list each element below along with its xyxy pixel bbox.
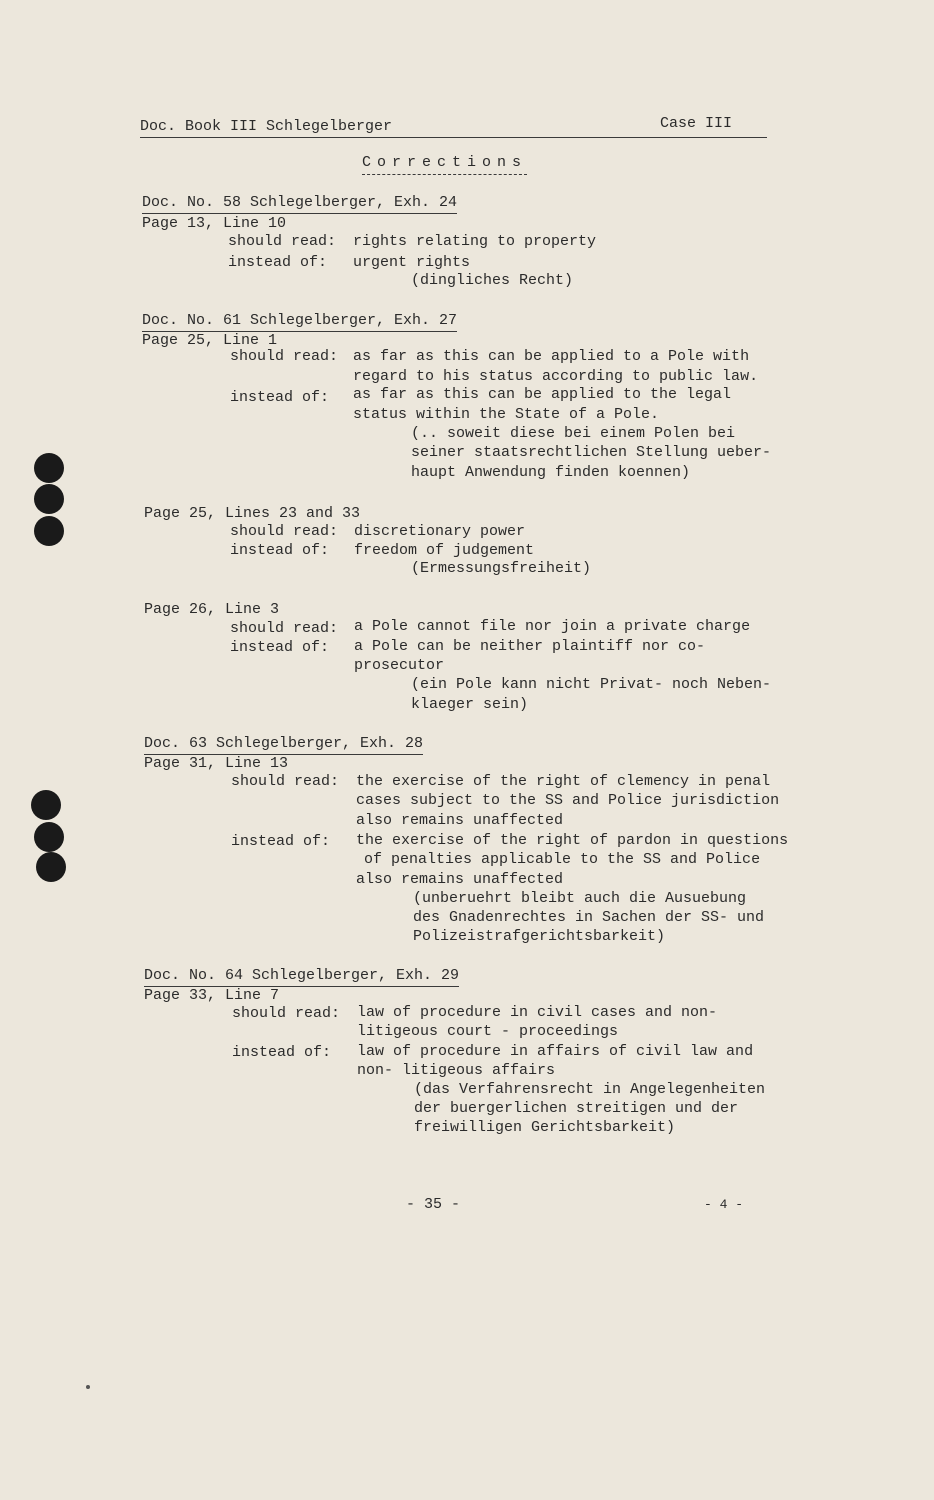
doc-heading: Doc. No. 58 Schlegelberger, Exh. 24 <box>142 194 457 214</box>
should-read-text: a Pole cannot file nor join a private charge <box>354 618 751 635</box>
punch-hole <box>34 822 64 852</box>
instead-of-text: as far as this can be applied to the legal <box>353 386 732 403</box>
german-original: seiner staatsrechtlichen Stellung ueber- <box>411 444 772 461</box>
german-original: klaeger sein) <box>411 696 529 713</box>
instead-of-text: prosecutor <box>354 657 445 674</box>
german-original: Polizeistrafgerichtsbarkeit) <box>413 928 666 945</box>
german-original: haupt Anwendung finden koennen) <box>411 464 691 481</box>
german-original: (dingliches Recht) <box>411 272 574 289</box>
should-read-text: discretionary power <box>354 523 526 540</box>
instead-of-text: law of procedure in affairs of civil law and <box>357 1043 754 1060</box>
instead-of-label: instead of: <box>228 254 328 271</box>
page-title: Corrections <box>362 154 527 175</box>
header-rule <box>140 137 767 138</box>
should-read-text: also remains unaffected <box>356 812 564 829</box>
should-read-text: as far as this can be applied to a Pole with <box>353 348 750 365</box>
doc-heading: Doc. No. 61 Schlegelberger, Exh. 27 <box>142 312 457 332</box>
header-left: Doc. Book III Schlegelberger <box>140 118 393 135</box>
should-read-text: cases subject to the SS and Police jurisdiction <box>356 792 780 809</box>
location-line: Page 25, Lines 23 and 33 <box>144 505 361 522</box>
location-line: Page 31, Line 13 <box>144 755 289 772</box>
should-read-text: the exercise of the right of clemency in penal <box>356 773 771 790</box>
should-read-label: should read: <box>228 233 337 250</box>
page-number: - 35 - <box>406 1196 461 1213</box>
instead-of-text: freedom of judgement <box>354 542 535 559</box>
location-line: Page 26, Line 3 <box>144 601 280 618</box>
instead-of-label: instead of: <box>230 389 330 406</box>
german-original: (ein Pole kann nicht Privat- noch Neben- <box>411 676 772 693</box>
german-original: (das Verfahrensrecht in Angelegenheiten <box>414 1081 766 1098</box>
should-read-text: regard to his status according to public law. <box>353 368 759 385</box>
location-line: Page 25, Line 1 <box>142 332 278 349</box>
instead-of-text: of penalties applicable to the SS and Police <box>364 851 761 868</box>
location-line: Page 33, Line 7 <box>144 987 280 1004</box>
instead-of-text: the exercise of the right of pardon in questions <box>356 832 789 849</box>
header-right: Case III <box>660 115 733 132</box>
should-read-text: rights relating to property <box>353 233 597 250</box>
instead-of-text: non- litigeous affairs <box>357 1062 556 1079</box>
should-read-label: should read: <box>231 773 340 790</box>
page-mark-right: - 4 - <box>704 1197 744 1212</box>
german-original: des Gnadenrechtes in Sachen der SS- und <box>413 909 765 926</box>
location-line: Page 13, Line 10 <box>142 215 287 232</box>
german-original: der buergerlichen streitigen und der <box>414 1100 739 1117</box>
punch-hole <box>34 453 64 483</box>
instead-of-label: instead of: <box>230 542 330 559</box>
german-original: freiwilligen Gerichtsbarkeit) <box>414 1119 676 1136</box>
should-read-label: should read: <box>232 1005 341 1022</box>
instead-of-label: instead of: <box>232 1044 332 1061</box>
instead-of-label: instead of: <box>230 639 330 656</box>
should-read-text: law of procedure in civil cases and non- <box>357 1004 718 1021</box>
instead-of-label: instead of: <box>231 833 331 850</box>
punch-hole <box>36 852 66 882</box>
german-original: (unberuehrt bleibt auch die Ausuebung <box>413 890 747 907</box>
instead-of-text: urgent rights <box>353 254 471 271</box>
should-read-label: should read: <box>230 523 339 540</box>
punch-hole <box>31 790 61 820</box>
german-original: (.. soweit diese bei einem Polen bei <box>411 425 736 442</box>
punch-hole <box>34 484 64 514</box>
should-read-label: should read: <box>230 348 339 365</box>
paper-speck <box>86 1385 90 1389</box>
should-read-text: litigeous court - proceedings <box>357 1023 619 1040</box>
german-original: (Ermessungsfreiheit) <box>411 560 592 577</box>
doc-heading: Doc. 63 Schlegelberger, Exh. 28 <box>144 735 423 755</box>
instead-of-text: status within the State of a Pole. <box>353 406 660 423</box>
punch-hole <box>34 516 64 546</box>
instead-of-text: a Pole can be neither plaintiff nor co- <box>354 638 706 655</box>
instead-of-text: also remains unaffected <box>356 871 564 888</box>
should-read-label: should read: <box>230 620 339 637</box>
doc-heading: Doc. No. 64 Schlegelberger, Exh. 29 <box>144 967 459 987</box>
